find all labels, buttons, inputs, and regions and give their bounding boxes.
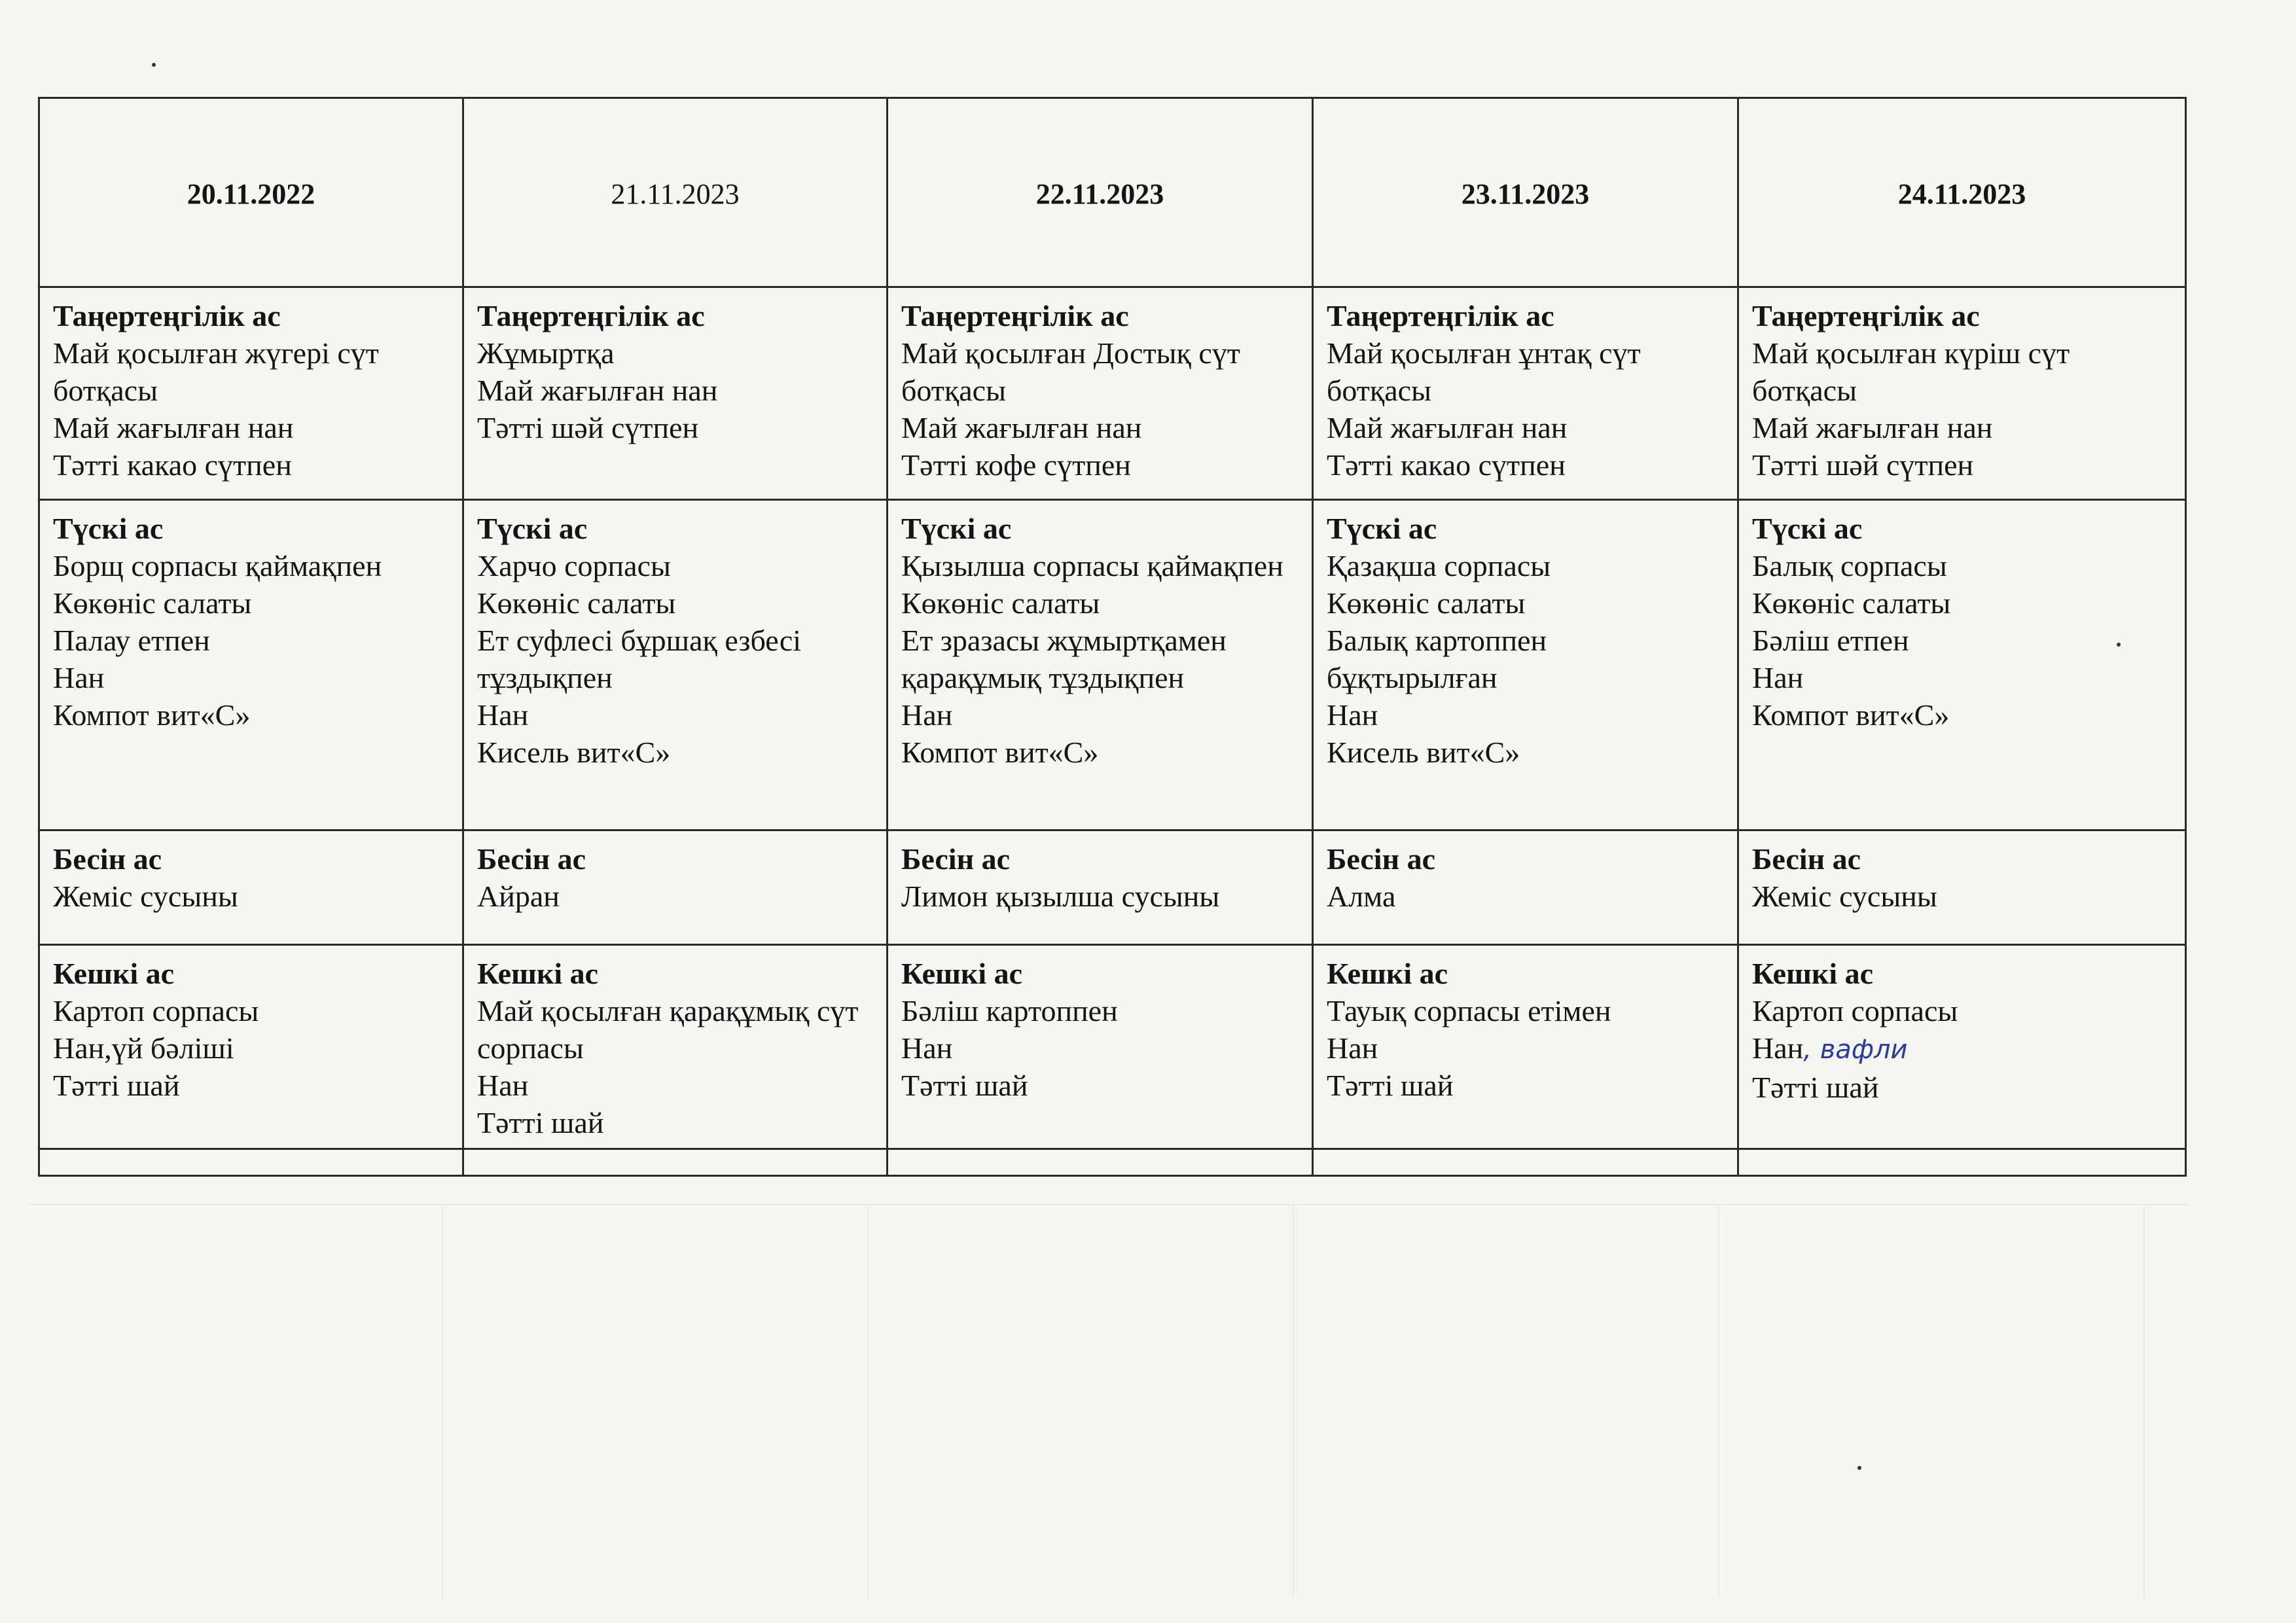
breakfast-cell <box>1313 287 1738 500</box>
dish: Май жағылған нан <box>1327 411 1568 444</box>
dinner-cell <box>39 945 463 1149</box>
dish: Лимон қызылша сусыны <box>901 880 1220 913</box>
dish: Компот вит«С» <box>1752 698 1950 732</box>
dish: Май қосылған Достық сүт ботқасы <box>901 336 1240 407</box>
lunch-cell <box>888 500 1313 830</box>
dish: Жеміс сусыны <box>53 880 238 913</box>
snack-cell <box>1313 830 1738 945</box>
dish: Картоп сорпасы <box>1752 994 1958 1027</box>
dish: Тәтті кофе сүтпен <box>901 448 1131 482</box>
dish: Көкөніс салаты <box>901 586 1100 620</box>
dish: Тәтті шай <box>53 1069 180 1102</box>
dish: Алма <box>1327 880 1396 913</box>
weekly-menu-table <box>38 97 2187 1177</box>
meal-title: Бесін ас <box>901 842 1011 876</box>
empty-cell <box>1738 1149 2186 1176</box>
dish: Нан <box>1327 698 1378 732</box>
dish: Көкөніс салаты <box>1327 586 1526 620</box>
dish: Май қосылған күріш сүт ботқасы <box>1752 336 2070 407</box>
dish: Қызылша сорпасы қаймақпен <box>901 549 1283 582</box>
snack-cell <box>1738 830 2186 945</box>
empty-cell <box>463 1149 888 1176</box>
meal-title: Түскі ас <box>901 512 1012 545</box>
meal-title: Таңертеңгілік ас <box>1327 299 1554 332</box>
meal-title: Кешкі ас <box>1752 957 1874 990</box>
dinner-cell <box>888 945 1313 1149</box>
dish: Көкөніс салаты <box>1752 586 1951 620</box>
date-header: 23.11.2023 <box>1313 98 1738 287</box>
dish: Тәтті шай <box>901 1069 1028 1102</box>
dish: Картоп сорпасы <box>53 994 259 1027</box>
meal-title: Түскі ас <box>1752 512 1863 545</box>
meal-title: Таңертеңгілік ас <box>901 299 1129 332</box>
date-header: 21.11.2023 <box>463 98 888 287</box>
breakfast-cell <box>1738 287 2186 500</box>
dish: Нан,үй бәліші <box>53 1031 234 1065</box>
meal-title: Бесін ас <box>53 842 162 876</box>
meal-title: Кешкі ас <box>901 957 1023 990</box>
dish: Тәтті какао сүтпен <box>1327 448 1566 482</box>
dish: Нан <box>477 698 529 732</box>
meal-title: Бесін ас <box>1752 842 1861 876</box>
scan-speck <box>1857 1466 1861 1470</box>
scan-speck <box>152 63 156 67</box>
meal-title: Таңертеңгілік ас <box>53 299 281 332</box>
dish: Бәліш картоппен <box>901 994 1118 1027</box>
dish: Жұмыртқа <box>477 336 615 370</box>
dish: Компот вит«С» <box>53 698 251 732</box>
dish: Жеміс сусыны <box>1752 880 1937 913</box>
empty-cell <box>888 1149 1313 1176</box>
dish: Борщ сорпасы қаймақпен <box>53 549 382 582</box>
reverse-side-show-through <box>29 1204 2189 1598</box>
dinner-cell <box>463 945 888 1149</box>
dinner-cell <box>1738 945 2186 1149</box>
date-header: 22.11.2023 <box>888 98 1313 287</box>
snack-cell <box>888 830 1313 945</box>
meal-title: Түскі ас <box>53 512 164 545</box>
dish: Май қосылған жүгері сүт ботқасы <box>53 336 379 407</box>
dish: Тәтті какао сүтпен <box>53 448 292 482</box>
meal-title: Түскі ас <box>477 512 588 545</box>
dish: Тауық сорпасы етімен <box>1327 994 1611 1027</box>
dish: Балық сорпасы <box>1752 549 1947 582</box>
lunch-cell <box>1313 500 1738 830</box>
dish: Бәліш етпен <box>1752 624 1909 657</box>
meal-title: Бесін ас <box>477 842 586 876</box>
dish: Палау етпен <box>53 624 210 657</box>
empty-cell <box>39 1149 463 1176</box>
breakfast-cell <box>39 287 463 500</box>
dish: Тәтті шай <box>1752 1071 1879 1104</box>
dish: Нан <box>901 1031 953 1065</box>
dish: Көкөніс салаты <box>477 586 676 620</box>
dish-text: Нан <box>1752 1031 1804 1065</box>
dish: Нан <box>477 1069 529 1102</box>
meal-title: Кешкі ас <box>1327 957 1448 990</box>
meal-title: Түскі ас <box>1327 512 1437 545</box>
dish: Кисель вит«С» <box>477 736 671 769</box>
date-header: 24.11.2023 <box>1738 98 2186 287</box>
dinner-row <box>39 945 2186 1149</box>
date-header: 20.11.2022 <box>39 98 463 287</box>
dates-header-row <box>39 98 2186 287</box>
dish: Ет суфлесі бұршақ езбесі тұздықпен <box>477 624 802 694</box>
dish: Май қосылған ұнтақ сүт ботқасы <box>1327 336 1641 407</box>
dish: Көкөніс салаты <box>53 586 252 620</box>
meal-title: Кешкі ас <box>477 957 599 990</box>
dish: Харчо сорпасы <box>477 549 671 582</box>
dish: Нан <box>901 698 953 732</box>
dish: Май жағылған нан <box>477 374 718 407</box>
dish: Ет зразасы жұмыртқамен қарақұмық тұздықпен <box>901 624 1227 694</box>
lunch-cell <box>1738 500 2186 830</box>
dish: Компот вит«С» <box>901 736 1099 769</box>
meal-title: Кешкі ас <box>53 957 175 990</box>
meal-title: Таңертеңгілік ас <box>477 299 705 332</box>
dish: Балық картоппен бұқтырылған <box>1327 624 1547 694</box>
dish: Айран <box>477 880 560 913</box>
dish: Нан <box>1327 1031 1378 1065</box>
dish: Май қосылған қарақұмық сүт сорпасы <box>477 994 859 1065</box>
dish: Тәтті шәй сүтпен <box>1752 448 1974 482</box>
lunch-row <box>39 500 2186 830</box>
dish <box>1752 1029 2172 1069</box>
breakfast-cell <box>463 287 888 500</box>
dish: Май жағылған нан <box>53 411 294 444</box>
snack-cell <box>39 830 463 945</box>
handwritten-note: , вафли <box>1803 1035 1908 1065</box>
empty-row <box>39 1149 2186 1176</box>
empty-cell <box>1313 1149 1738 1176</box>
dish: Май жағылған нан <box>1752 411 1993 444</box>
breakfast-cell <box>888 287 1313 500</box>
dish: Нан <box>53 661 105 694</box>
breakfast-row <box>39 287 2186 500</box>
snack-row <box>39 830 2186 945</box>
dish: Тәтті шәй сүтпен <box>477 411 699 444</box>
lunch-cell <box>39 500 463 830</box>
snack-cell <box>463 830 888 945</box>
lunch-cell <box>463 500 888 830</box>
meal-title: Таңертеңгілік ас <box>1752 299 1980 332</box>
dish: Май жағылған нан <box>901 411 1142 444</box>
dish: Қазақша сорпасы <box>1327 549 1551 582</box>
dish: Кисель вит«С» <box>1327 736 1520 769</box>
dish: Тәтті шай <box>477 1106 604 1139</box>
dish: Тәтті шай <box>1327 1069 1454 1102</box>
dish: Нан <box>1752 661 1804 694</box>
meal-title: Бесін ас <box>1327 842 1436 876</box>
dinner-cell <box>1313 945 1738 1149</box>
